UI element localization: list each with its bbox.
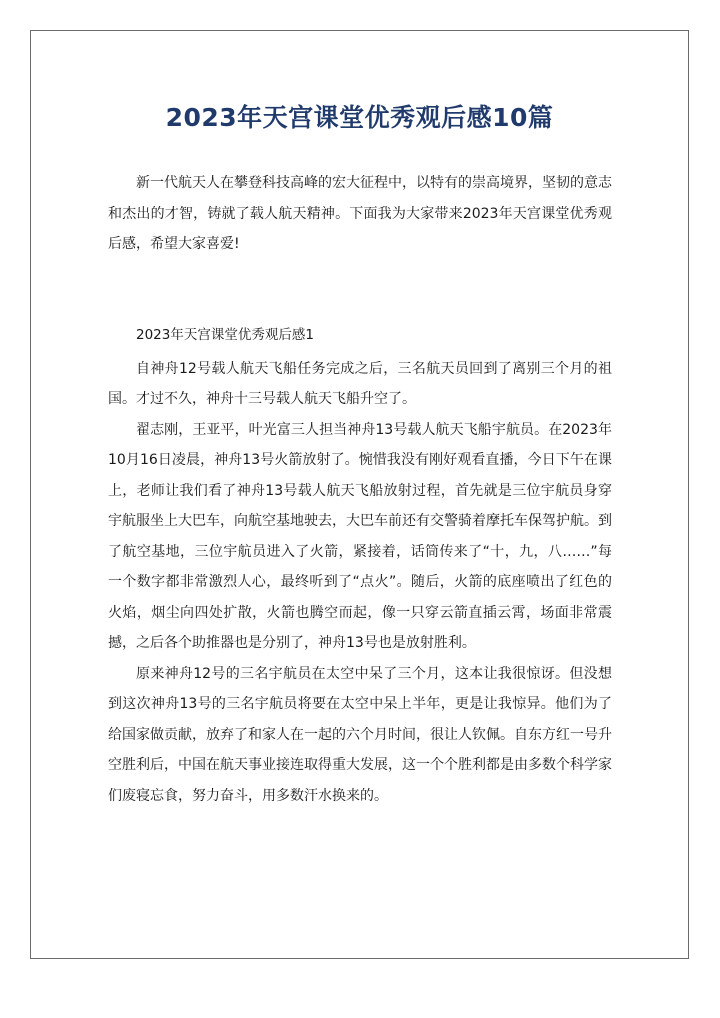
document-title: 2023年天宫课堂优秀观后感10篇 (165, 103, 554, 132)
body-paragraph-2: 翟志刚，王亚平，叶光富三人担当神舟13号载人航天飞船宇航员。在2023年10月16日凌晨，神舟13号火箭放射了。惋惜我没有刚好观看直播，今日下午在课上，老师让我们看了神舟13号载人航天飞船放射过程，首先就是三位宇航员身穿宇航服坐上大巴车，向航空基地驶去，大巴车前还有交警骑着摩托车保驾护航。到了航空基地，三位宇航员进入了火箭，紧接着，话筒传来了“十，九，八……”每一个数字都非常激烈人心，最终听到了“点火”。随后，火箭的底座喷出了红色的火焰，烟尘向四处扩散，火箭也腾空而起，像一只穿云箭直插云霄，场面非常震撼，之后各个助推器也是分别了，神舟13号也是放射胜利。 (108, 421, 612, 651)
intro-paragraph: 新一代航天人在攀登科技高峰的宏大征程中，以特有的崇高境界，坚韧的意志和杰出的才智，铸就了载人航天精神。下面我为大家带来2023年天宫课堂优秀观后感，希望大家喜爱! (108, 175, 612, 252)
section-heading: 2023年天宫课堂优秀观后感1 (136, 326, 314, 343)
body-paragraph-1: 自神舟12号载人航天飞船任务完成之后，三名航天员回到了离别三个月的祖国。才过不久，神舟十三号载人航天飞船升空了。 (108, 360, 612, 407)
document-body (108, 168, 612, 811)
body-paragraph-3: 原来神舟12号的三名宇航员在太空中呆了三个月，这本让我很惊讶。但没想到这次神舟13号的三名宇航员将要在太空中呆上半年，更是让我惊异。他们为了给国家做贡献，放弃了和家人在一起的六个月时间，很让人钦佩。自东方红一号升空胜利后，中国在航天事业接连取得重大发展，这一个个胜利都是由多数个科学家们废寝忘食，努力奋斗，用多数汗水换来的。 (108, 665, 612, 804)
